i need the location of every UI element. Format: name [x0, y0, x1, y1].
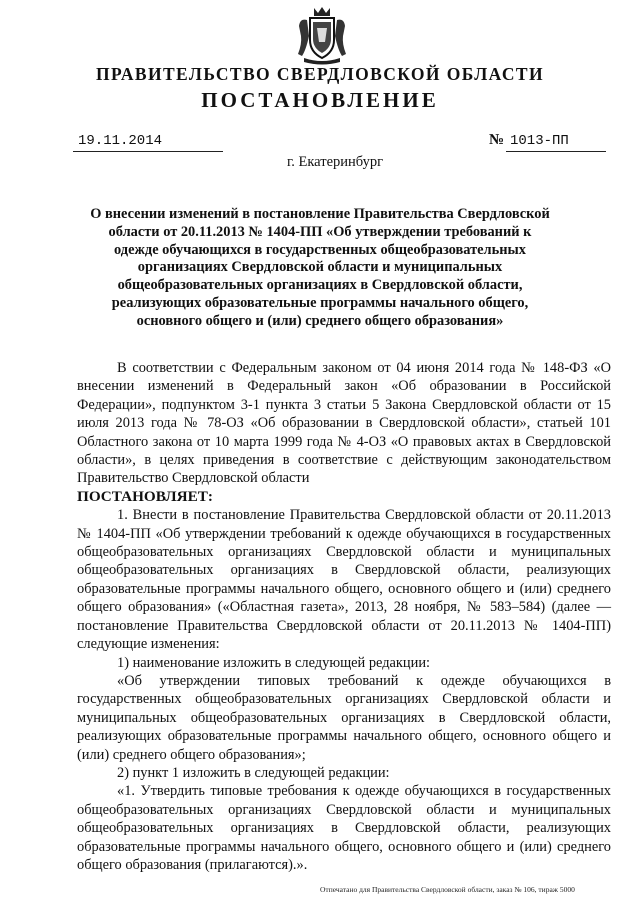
city: г. Екатеринбург	[286, 154, 384, 170]
coat-of-arms-icon	[296, 6, 348, 66]
subitem-1-heading: 1) наименование изложить в следующей редакции:	[117, 654, 431, 671]
preamble-paragraph: В соответствии с Федеральным законом от 04 июня 2014 года № 148-ФЗ «О внесении изменений в Федеральный закон «Об образовании в Российской Федерации», подпунктом 3-1 пункта 3 статьи 5 Закона Свердловской области от 15 июля 2013 года № 78-ОЗ «Об образовании в Свердловской области», статьей 101 Областного закона от 10 марта 1999 года № 4-ОЗ «О правовых актах в Свердловской области», в целях приведения в соответствие с действующим законодательством Правительство Свердловской области	[77, 360, 611, 487]
government-title: ПРАВИТЕЛЬСТВО СВЕРДЛОВСКОЙ ОБЛАСТИ	[96, 64, 544, 84]
date-field	[73, 133, 223, 152]
print-footer: Отпечатано для Правительства Свердловской области, заказ № 106, тираж 5000	[320, 885, 575, 894]
document-date: 19.11.2014	[78, 133, 163, 149]
document-number: 1013-ПП	[510, 133, 569, 149]
number-sign: №	[489, 132, 505, 148]
document-body	[77, 359, 611, 874]
subitem-2-heading: 2) пункт 1 изложить в следующей редакции:	[117, 764, 390, 781]
subitem-2-text: «1. Утвердить типовые требования к одежде обучающихся в государственных общеобразовательных организациях Свердловской области и муниципальных общеобразовательных организациях в Свердловской области, реализующих образовательные программы начального общего, основного общего и (или) среднего общего образования (прилагаются).».	[77, 783, 611, 873]
number-field	[506, 133, 606, 152]
subitem-1-text: «Об утверждении типовых требований к одежде обучающихся в государственных общеобразовательных организациях Свердловской области и муниципальных общеобразовательных организациях в Свердловской области, реализующих образовательные программы начального общего, основного общего и (или) среднего общего образования»;	[77, 672, 611, 763]
document-type: ПОСТАНОВЛЕНИЕ	[201, 88, 439, 112]
document-subject: О внесении изменений в постановление Правительства Свердловской области от 20.11.2013 № 1404-ПП «Об утверждении требований к одежде обучающихся в государственных общеобразовательных организациях Свердловской области и муниципальных общеобразовательных организациях в Свердловской области, реализующих образовательные программы начального общего, основного общего и (или) среднего общего образования»	[90, 206, 550, 329]
item-1-paragraph: 1. Внести в постановление Правительства Свердловской области от 20.11.2013 № 1404-ПП «Об утверждении требований к одежде обучающихся в государственных общеобразовательных организациях Свердловской области и муниципальных общеобразовательных организациях в Свердловской области, реализующих образовательные программы начального общего, основного общего и (или) среднего общего образования» («Областная газета», 2013, 28 ноября, № 583–584) (далее — постановление Правительства Свердловской области от 20.11.2013 № 1404-ПП) следующие изменения:	[77, 507, 611, 653]
decree-heading: ПОСТАНОВЛЯЕТ:	[77, 487, 213, 505]
